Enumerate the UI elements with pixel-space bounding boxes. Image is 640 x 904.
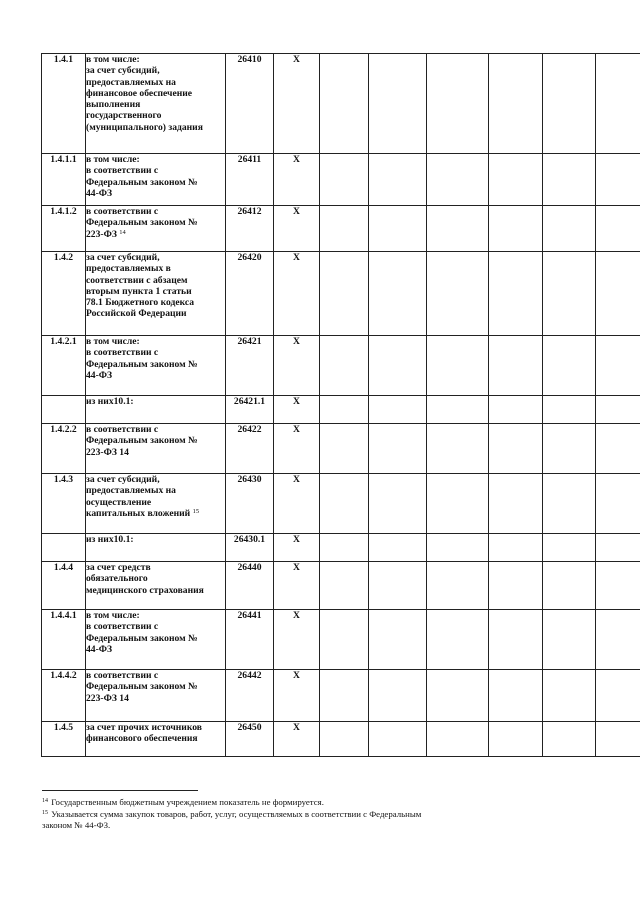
value-cell	[320, 252, 369, 336]
row-code: 26430	[226, 474, 274, 534]
row-name-text: Федеральным законом №	[86, 358, 198, 370]
row-name-text: 44-ФЗ	[86, 187, 113, 199]
row-code: 26450	[226, 722, 274, 757]
value-cell	[596, 206, 640, 252]
row-name-text: медицинского страхования	[86, 584, 204, 596]
row-x-mark: X	[274, 424, 320, 474]
value-cell	[596, 154, 640, 206]
row-name-line	[86, 644, 225, 655]
value-cell	[369, 610, 427, 670]
footnote-marker: 15	[192, 507, 200, 515]
value-cell	[369, 534, 427, 562]
row-name-line	[86, 435, 225, 446]
row-name-text: вторым пункта 1 статьи	[86, 285, 192, 297]
row-name-text: осуществление	[86, 496, 152, 508]
value-cell	[369, 396, 427, 424]
row-name-line	[86, 165, 225, 176]
value-cell	[596, 474, 640, 534]
row-name-text: Федеральным законом №	[86, 435, 198, 447]
footnote	[42, 808, 542, 831]
table-row	[42, 670, 640, 722]
value-cell	[320, 670, 369, 722]
value-cell	[369, 424, 427, 474]
table-row	[42, 722, 640, 757]
row-name	[86, 534, 226, 562]
value-cell	[427, 336, 489, 396]
row-name-line	[86, 308, 225, 319]
row-code: 26420	[226, 252, 274, 336]
row-number: 1.4.1.2	[42, 206, 86, 252]
row-name-line	[86, 693, 225, 704]
row-name	[86, 722, 226, 757]
table-row	[42, 424, 640, 474]
footnote	[42, 796, 542, 808]
value-cell	[369, 670, 427, 722]
row-name-text: в соответствии с	[86, 347, 159, 359]
row-name-line	[86, 370, 225, 381]
value-cell	[320, 424, 369, 474]
row-name-line	[86, 562, 225, 573]
table-row	[42, 396, 640, 424]
value-cell	[427, 670, 489, 722]
footnote-separator	[42, 790, 198, 791]
value-cell	[427, 396, 489, 424]
footnote-line	[42, 808, 542, 820]
row-x-mark: X	[274, 670, 320, 722]
value-cell	[427, 424, 489, 474]
row-name-text: Федеральным законом №	[86, 632, 198, 644]
row-name-text: финансового обеспечения	[86, 733, 198, 745]
value-cell	[596, 610, 640, 670]
row-name-text: в том числе:	[86, 54, 140, 65]
row-code: 26440	[226, 562, 274, 610]
row-name-text: 44-ФЗ	[86, 643, 113, 655]
value-cell	[427, 534, 489, 562]
row-name-text: в соответствии с	[86, 165, 159, 177]
row-name-line	[86, 359, 225, 370]
row-name-text: Федеральным законом №	[86, 681, 198, 693]
row-x-mark: X	[274, 396, 320, 424]
row-name-line	[86, 286, 225, 297]
table-row	[42, 534, 640, 562]
value-cell	[489, 54, 543, 154]
row-name	[86, 252, 226, 336]
value-cell	[543, 154, 596, 206]
row-name-line	[86, 508, 225, 519]
row-name-text: Федеральным законом №	[86, 217, 198, 229]
row-name-line	[86, 610, 225, 621]
value-cell	[596, 670, 640, 722]
row-name-line	[86, 252, 225, 263]
row-name-line	[86, 99, 225, 110]
footnote-number: 14	[42, 798, 48, 804]
value-cell	[596, 54, 640, 154]
purchases-table-page	[41, 53, 640, 757]
row-name	[86, 562, 226, 610]
row-name-line	[86, 122, 225, 133]
value-cell	[543, 534, 596, 562]
row-name-line	[86, 154, 225, 165]
value-cell	[320, 206, 369, 252]
table-row	[42, 336, 640, 396]
value-cell	[320, 54, 369, 154]
value-cell	[596, 534, 640, 562]
value-cell	[427, 206, 489, 252]
value-cell	[543, 206, 596, 252]
row-name-line	[86, 206, 225, 217]
row-number: 1.4.1	[42, 54, 86, 154]
row-x-mark: X	[274, 474, 320, 534]
row-x-mark: X	[274, 206, 320, 252]
purchases-table	[41, 53, 640, 757]
value-cell	[369, 54, 427, 154]
row-name-line	[86, 347, 225, 358]
row-name	[86, 336, 226, 396]
row-name-text: финансовое обеспечение	[86, 87, 193, 99]
row-name-text: обязательного	[86, 573, 148, 585]
value-cell	[596, 336, 640, 396]
row-code: 26421.1	[226, 396, 274, 424]
row-name-line	[86, 447, 225, 458]
row-name-text: предоставляемых на	[86, 485, 176, 497]
value-cell	[427, 722, 489, 757]
value-cell	[320, 610, 369, 670]
row-x-mark: X	[274, 154, 320, 206]
row-code: 26412	[226, 206, 274, 252]
value-cell	[369, 252, 427, 336]
footnote-text: Государственным бюджетным учреждением показатель не формируется.	[51, 797, 324, 807]
row-name-line	[86, 681, 225, 692]
row-code: 26410	[226, 54, 274, 154]
row-name-text: 223-ФЗ 14	[86, 446, 129, 458]
value-cell	[427, 54, 489, 154]
value-cell	[543, 722, 596, 757]
footnotes	[42, 796, 542, 832]
value-cell	[369, 206, 427, 252]
row-x-mark: X	[274, 534, 320, 562]
value-cell	[427, 562, 489, 610]
value-cell	[320, 154, 369, 206]
value-cell	[489, 534, 543, 562]
row-name-line	[86, 188, 225, 199]
row-name-text: за счет субсидий,	[86, 474, 160, 485]
row-name-text: за счет субсидий,	[86, 65, 160, 77]
row-name-text: в соответствии с	[86, 206, 159, 217]
row-name	[86, 424, 226, 474]
value-cell	[369, 154, 427, 206]
value-cell	[489, 610, 543, 670]
row-number: 1.4.3	[42, 474, 86, 534]
table-row	[42, 154, 640, 206]
row-name-line	[86, 177, 225, 188]
value-cell	[543, 424, 596, 474]
row-name-text: Федеральным законом №	[86, 176, 198, 188]
value-cell	[489, 562, 543, 610]
value-cell	[489, 424, 543, 474]
value-cell	[596, 396, 640, 424]
value-cell	[489, 396, 543, 424]
row-code: 26430.1	[226, 534, 274, 562]
footnote-text: законом № 44-ФЗ.	[42, 820, 111, 831]
row-name-line	[86, 263, 225, 274]
row-name-text: государственного	[86, 110, 162, 122]
row-name-text: (муниципального) задания	[86, 121, 203, 133]
row-name-line	[86, 733, 225, 744]
row-name-line	[86, 424, 225, 435]
row-name-text: за счет прочих источников	[86, 722, 202, 733]
value-cell	[369, 722, 427, 757]
value-cell	[489, 670, 543, 722]
row-name-text: за счет субсидий,	[86, 252, 160, 263]
row-name-text: из них10.1:	[86, 396, 134, 407]
row-number	[42, 396, 86, 424]
value-cell	[543, 54, 596, 154]
table-row	[42, 474, 640, 534]
row-name	[86, 610, 226, 670]
row-name	[86, 670, 226, 722]
row-name-text: соответствии с абзацем	[86, 274, 188, 286]
row-name-text: капитальных вложений	[86, 507, 191, 519]
row-name-text: Российской Федерации	[86, 308, 187, 320]
row-name-text: выполнения	[86, 99, 141, 111]
row-name-text: 223-ФЗ 14	[86, 692, 129, 704]
row-name-line	[86, 297, 225, 308]
row-name-line	[86, 336, 225, 347]
value-cell	[489, 474, 543, 534]
row-code: 26411	[226, 154, 274, 206]
value-cell	[596, 722, 640, 757]
row-name-line	[86, 474, 225, 485]
value-cell	[320, 562, 369, 610]
value-cell	[596, 424, 640, 474]
row-name-text: в соответствии с	[86, 621, 159, 633]
value-cell	[489, 252, 543, 336]
row-name-line	[86, 54, 225, 65]
row-number: 1.4.4.1	[42, 610, 86, 670]
row-name-line	[86, 670, 225, 681]
row-number: 1.4.2.1	[42, 336, 86, 396]
row-x-mark: X	[274, 722, 320, 757]
value-cell	[596, 562, 640, 610]
row-name	[86, 154, 226, 206]
value-cell	[427, 252, 489, 336]
table-row	[42, 562, 640, 610]
row-x-mark: X	[274, 562, 320, 610]
value-cell	[489, 154, 543, 206]
value-cell	[543, 336, 596, 396]
row-name-text: 44-ФЗ	[86, 369, 113, 381]
row-x-mark: X	[274, 610, 320, 670]
row-name-text: в том числе:	[86, 610, 140, 621]
row-x-mark: X	[274, 336, 320, 396]
table-row	[42, 610, 640, 670]
row-x-mark: X	[274, 252, 320, 336]
value-cell	[369, 474, 427, 534]
row-name-text: в том числе:	[86, 336, 140, 347]
table-row	[42, 206, 640, 252]
row-name-line	[86, 217, 225, 228]
row-name-line	[86, 275, 225, 286]
value-cell	[543, 610, 596, 670]
row-number: 1.4.1.1	[42, 154, 86, 206]
row-name-line	[86, 722, 225, 733]
value-cell	[489, 722, 543, 757]
row-name-line	[86, 110, 225, 121]
value-cell	[596, 252, 640, 336]
value-cell	[427, 154, 489, 206]
row-name-line	[86, 77, 225, 88]
row-number	[42, 534, 86, 562]
value-cell	[320, 336, 369, 396]
row-code: 26441	[226, 610, 274, 670]
footnote-line	[42, 820, 542, 831]
row-name-line	[86, 65, 225, 76]
row-name-line	[86, 229, 225, 240]
row-x-mark: X	[274, 54, 320, 154]
footnote-number: 15	[42, 810, 48, 817]
value-cell	[369, 562, 427, 610]
row-name	[86, 206, 226, 252]
row-name-line	[86, 396, 225, 407]
value-cell	[543, 396, 596, 424]
row-name-line	[86, 534, 225, 545]
footnote-marker: 14	[119, 228, 126, 236]
row-number: 1.4.2.2	[42, 424, 86, 474]
value-cell	[543, 562, 596, 610]
row-name-line	[86, 633, 225, 644]
row-number: 1.4.4.2	[42, 670, 86, 722]
row-code: 26422	[226, 424, 274, 474]
value-cell	[369, 336, 427, 396]
table-row	[42, 252, 640, 336]
value-cell	[543, 252, 596, 336]
row-name-line	[86, 485, 225, 496]
row-number: 1.4.4	[42, 562, 86, 610]
value-cell	[489, 336, 543, 396]
row-name-line	[86, 621, 225, 632]
row-name	[86, 396, 226, 424]
footnote-text: Указывается сумма закупок товаров, работ, услуг, осуществляемых в соответствии с Федеральным	[51, 809, 422, 820]
value-cell	[489, 206, 543, 252]
row-name	[86, 474, 226, 534]
row-name-line	[86, 497, 225, 508]
row-name-line	[86, 585, 225, 596]
row-name-text: предоставляемых на	[86, 76, 176, 88]
row-name-text: предоставляемых в	[86, 263, 171, 275]
row-name-text: из них10.1:	[86, 534, 134, 545]
value-cell	[320, 474, 369, 534]
row-name-text: за счет средств	[86, 562, 151, 573]
row-name-text: 78.1 Бюджетного кодекса	[86, 297, 195, 309]
value-cell	[543, 474, 596, 534]
value-cell	[320, 534, 369, 562]
value-cell	[320, 396, 369, 424]
row-code: 26442	[226, 670, 274, 722]
footnote-line	[42, 796, 542, 808]
value-cell	[427, 474, 489, 534]
row-name-text: в том числе:	[86, 154, 140, 165]
row-name-line	[86, 88, 225, 99]
row-code: 26421	[226, 336, 274, 396]
row-number: 1.4.2	[42, 252, 86, 336]
row-name-line	[86, 573, 225, 584]
row-number: 1.4.5	[42, 722, 86, 757]
value-cell	[543, 670, 596, 722]
table-row	[42, 54, 640, 154]
value-cell	[427, 610, 489, 670]
row-name	[86, 54, 226, 154]
row-name-text: 223-ФЗ	[86, 228, 117, 240]
row-name-text: в соответствии с	[86, 670, 159, 681]
row-name-text: в соответствии с	[86, 424, 159, 435]
value-cell	[320, 722, 369, 757]
